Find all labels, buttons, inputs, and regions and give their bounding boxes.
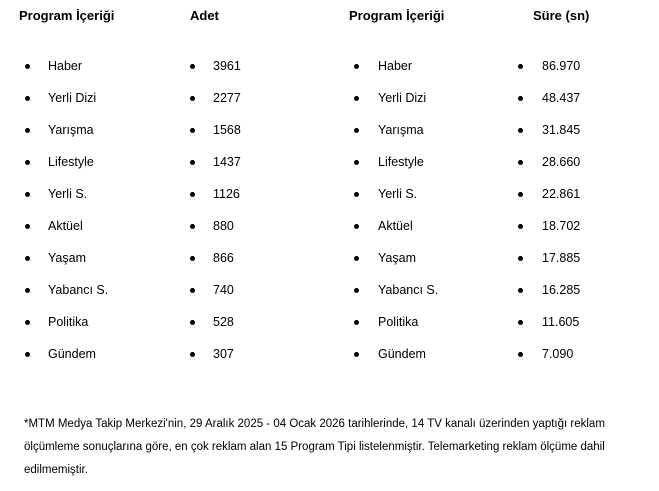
right-program-value: 7.090 — [542, 347, 574, 361]
bullet-icon — [190, 128, 195, 133]
bullet-icon — [25, 96, 30, 101]
left-program-name: Lifestyle — [48, 155, 94, 169]
bullet-icon — [190, 160, 195, 165]
right-program-value: 48.437 — [542, 91, 581, 105]
bullet-icon — [354, 256, 359, 261]
bullet-icon — [25, 224, 30, 229]
right-program-name: Politika — [378, 315, 419, 329]
bullet-icon — [190, 64, 195, 69]
right-program-value: 28.660 — [542, 155, 581, 169]
left-program-name: Yarışma — [48, 123, 94, 137]
right-program-value: 16.285 — [542, 283, 581, 297]
left-program-name: Gündem — [48, 347, 96, 361]
bullet-icon — [518, 288, 523, 293]
right-program-value: 22.861 — [542, 187, 581, 201]
bullet-icon — [190, 256, 195, 261]
left-program-value: 880 — [213, 219, 234, 233]
right-program-value: 31.845 — [542, 123, 581, 137]
bullet-icon — [25, 192, 30, 197]
bullet-icon — [354, 288, 359, 293]
left-program-value: 1437 — [213, 155, 241, 169]
left-program-value: 1568 — [213, 123, 241, 137]
right-header-value: Süre (sn) — [533, 8, 590, 23]
left-program-value: 307 — [213, 347, 234, 361]
right-program-value: 17.885 — [542, 251, 581, 265]
left-program-value: 3961 — [213, 59, 241, 73]
right-program-value: 11.605 — [542, 315, 580, 329]
bullet-icon — [518, 256, 523, 261]
left-program-value: 1126 — [213, 187, 240, 201]
bullet-icon — [354, 128, 359, 133]
bullet-icon — [25, 320, 30, 325]
right-program-name: Yerli S. — [378, 187, 418, 201]
bullet-icon — [190, 224, 195, 229]
right-program-name: Yarışma — [378, 123, 424, 137]
bullet-icon — [518, 64, 523, 69]
bullet-icon — [190, 96, 195, 101]
right-header-name: Program İçeriği — [349, 8, 445, 23]
left-program-name: Yaşam — [48, 251, 86, 265]
bullet-icon — [25, 128, 30, 133]
bullet-icon — [354, 192, 359, 197]
left-program-name: Haber — [48, 59, 83, 73]
bullet-icon — [25, 64, 30, 69]
left-program-name: Yerli Dizi — [48, 91, 97, 105]
right-program-value: 86.970 — [542, 59, 581, 73]
left-program-name: Aktüel — [48, 219, 83, 233]
left-header-value: Adet — [190, 8, 219, 23]
bullet-icon — [25, 288, 30, 293]
right-program-name: Yabancı S. — [378, 283, 439, 297]
bullet-icon — [190, 352, 195, 357]
bullet-icon — [354, 96, 359, 101]
bullet-icon — [190, 288, 195, 293]
left-program-value: 740 — [213, 283, 234, 297]
right-program-name: Aktüel — [378, 219, 413, 233]
left-program-name: Politika — [48, 315, 89, 329]
bullet-icon — [354, 64, 359, 69]
right-program-value: 18.702 — [542, 219, 581, 233]
bullet-icon — [190, 192, 195, 197]
bullet-icon — [518, 160, 523, 165]
bullet-icon — [354, 224, 359, 229]
bullet-icon — [25, 256, 30, 261]
bullet-icon — [518, 352, 523, 357]
left-program-value: 866 — [213, 251, 234, 265]
left-header-name: Program İçeriği — [19, 8, 115, 23]
bullet-icon — [518, 224, 523, 229]
right-program-name: Haber — [378, 59, 413, 73]
right-program-name: Gündem — [378, 347, 426, 361]
bullet-icon — [354, 320, 359, 325]
bullet-icon — [25, 160, 30, 165]
bullet-icon — [354, 352, 359, 357]
left-program-value: 528 — [213, 315, 234, 329]
bullet-icon — [518, 320, 523, 325]
bullet-icon — [518, 96, 523, 101]
left-program-name: Yerli S. — [48, 187, 88, 201]
bullet-icon — [354, 160, 359, 165]
bullet-icon — [518, 128, 523, 133]
right-program-name: Yaşam — [378, 251, 416, 265]
right-program-name: Lifestyle — [378, 155, 424, 169]
left-program-value: 2277 — [213, 91, 241, 105]
left-program-name: Yabancı S. — [48, 283, 109, 297]
footnote: *MTM Medya Takip Merkezi'nin, 29 Aralık 2025 - 04 Ocak 2026 tarihlerinde, 14 TV kanalı üzerinden yaptığı reklam ölçümleme sonuçlarına göre, en çok reklam alan 15 Program Tipi listelenmiştir. Telemarketing reklam ölçüme dahil edilmemiştir. — [24, 418, 605, 476]
bullet-icon — [190, 320, 195, 325]
right-program-name: Yerli Dizi — [378, 91, 427, 105]
bullet-icon — [25, 352, 30, 357]
bullet-icon — [518, 192, 523, 197]
